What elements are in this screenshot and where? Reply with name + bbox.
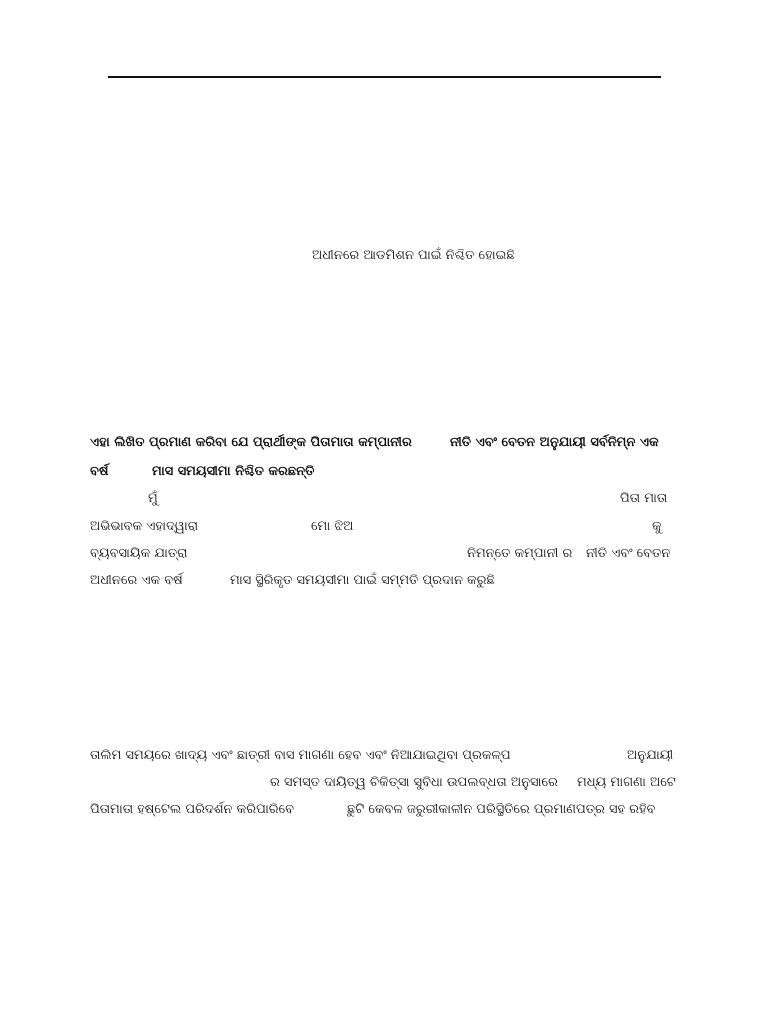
terms-line-1a: ତାଲିମ ସମୟରେ ଖାଦ୍ୟ ଏବଂ ଛାତ୍ରୀ ବାସ ମାଗଣା ହେବ ଏବଂ ନିଆଯାଇଥିବା ପ୍ରକଳ୍ପ: [90, 748, 511, 763]
consent-line-2a: ଅଭିଭାବକ ଏହାଦ୍ୱାରା: [90, 519, 199, 534]
terms-line-2a: ର ସମସ୍ତ ଦାୟିତ୍ୱ ଚିକିତ୍ସା ସୁବିଧା ଉପଲବ୍ଧତା ଅନୁସାରେ: [270, 775, 558, 790]
terms-line-1b: ଅନୁଯାୟୀ: [627, 748, 674, 763]
consent-line-1a: ମୁଁ: [148, 491, 158, 506]
consent-line-2b: ମୋ ଝିଅ: [311, 519, 354, 534]
terms-line-3b: ଛୁଟି କେବଳ ଜରୁରୀକାଳୀନ ପରିସ୍ଥିତିରେ ପ୍ରମାଣପତ୍ର ସହ ରହିବ: [347, 802, 656, 817]
consent-line-1b: ପିତା ମାତା: [620, 491, 668, 506]
consent-line-3a: ବ୍ୟବସାୟିକ ଯାତ୍ରା: [90, 546, 188, 561]
certificate-line-2a: ବର୍ଷ: [90, 464, 109, 479]
terms-line-3a: ପିତାମାତା ହଷ୍ଟେଲ ପରିଦର୍ଶନ କରିପାରିବେ: [90, 802, 295, 817]
certificate-line-1a: ଏହା ଲିଖିତ ପ୍ରମାଣ କରିବା ଯେ ପ୍ରାର୍ଥୀଙ୍କ ପିତାମାତା କମ୍ପାନୀର: [90, 435, 412, 450]
certificate-line-2b: ମାସ ସମୟସୀମା ନିଶ୍ଚିତ କରଛନ୍ତି: [152, 464, 315, 479]
header-subtitle: ଅଧୀନରେ ଆଡମିଶନ ପାଇଁ ନିଶ୍ଚିତ ହୋଇଛି: [312, 248, 515, 263]
consent-line-3b: ନିମନ୍ତେ କମ୍ପାନୀ ର: [467, 546, 573, 561]
consent-line-2c: କୁ: [652, 519, 662, 534]
consent-line-3c: ନୀତି ଏବଂ ବେତନ: [586, 546, 671, 561]
consent-line-4a: ଅଧୀନରେ ଏକ ବର୍ଷ: [90, 573, 183, 588]
terms-line-2b: ମଧ୍ୟ ମାଗଣା ଅଟେ: [577, 775, 676, 790]
certificate-line-1b: ନୀତି ଏବଂ ବେତନ ଅନୁଯାୟୀ ସର୍ବନିମ୍ନ ଏକ: [450, 435, 659, 450]
top-rule: [108, 76, 661, 78]
consent-line-4b: ମାସ ସ୍ଥିରିକୃତ ସମୟସୀମା ପାଇଁ ସମ୍ମତି ପ୍ରଦାନ କରୁଛି: [230, 573, 495, 588]
